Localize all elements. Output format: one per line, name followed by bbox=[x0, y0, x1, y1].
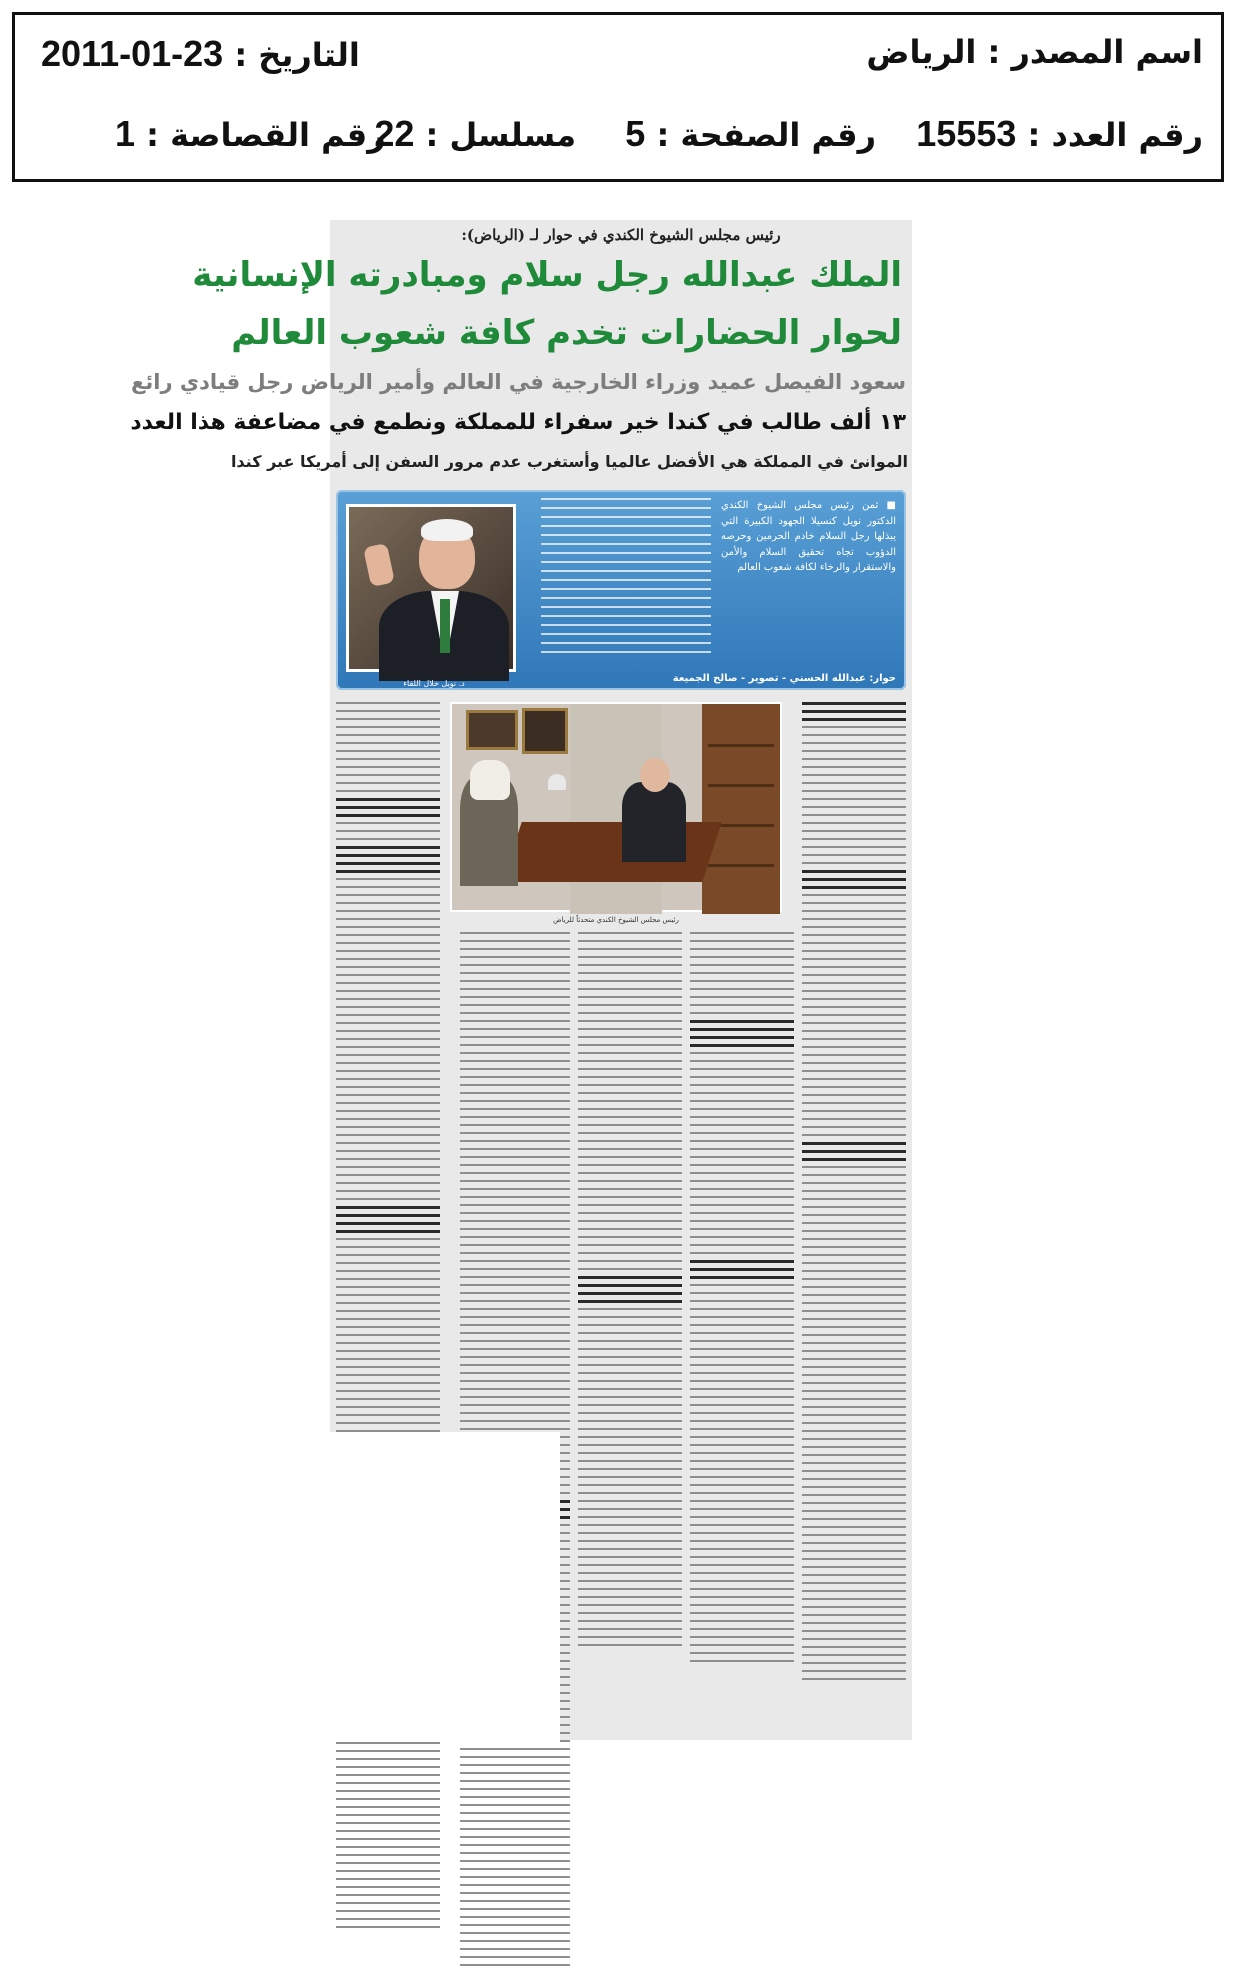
headline-line-2: لحوار الحضارات تخدم كافة شعوب العالم bbox=[231, 313, 902, 353]
portrait-photo bbox=[346, 504, 516, 672]
serial-label: مسلسل : bbox=[425, 116, 576, 154]
date-value: 23-01-2011 bbox=[41, 33, 224, 74]
subheadline-black: ١٣ ألف طالب في كندا خير سفراء للمملكة ونطمع في مضاعفة هذا العدد bbox=[130, 410, 906, 435]
source-label: اسم المصدر : bbox=[987, 33, 1203, 71]
clipping-cutout-area bbox=[330, 1432, 560, 1742]
clipping-info-box bbox=[12, 12, 1224, 182]
portrait-caption: د. نويل خلال اللقاء bbox=[403, 679, 465, 688]
clip-number-value: 1 bbox=[115, 113, 136, 154]
date-label: التاريخ : bbox=[234, 36, 360, 74]
interview-photo bbox=[450, 702, 782, 912]
interview-intro-box bbox=[336, 490, 906, 690]
date-field bbox=[41, 33, 360, 75]
article-column-1 bbox=[802, 702, 906, 1686]
subheadline-ports: الموانئ في المملكة هي الأفضل عالميا وأستغرب عدم مرور السفن إلى أمريكا عبر كندا bbox=[230, 452, 908, 471]
interview-photo-caption: رئيس مجلس الشيوخ الكندي متحدثاً للرياض bbox=[553, 916, 679, 924]
article-column-2 bbox=[690, 932, 794, 1668]
source-field bbox=[866, 33, 1203, 71]
article-kicker: رئيس مجلس الشيوخ الكندي في حوار لـ (الرياض): bbox=[461, 226, 781, 244]
headline-line-1: الملك عبدالله رجل سلام ومبادرته الإنسانية bbox=[192, 255, 902, 295]
article-column-5 bbox=[336, 702, 440, 1934]
serial-field bbox=[374, 113, 576, 155]
issue-label: رقم العدد : bbox=[1027, 116, 1203, 154]
issue-field bbox=[916, 113, 1203, 155]
page-label: رقم الصفحة : bbox=[656, 116, 876, 154]
intro-text-column bbox=[541, 498, 711, 660]
page-value: 5 bbox=[625, 113, 646, 154]
source-value: الرياض bbox=[866, 33, 977, 71]
interview-credits: حوار: عبدالله الحسني - تصوير - صالح الجميعة bbox=[672, 673, 896, 684]
clip-number-label: رقم القصاصة : bbox=[146, 116, 386, 154]
clip-number-field bbox=[115, 113, 386, 155]
page-field bbox=[625, 113, 876, 155]
serial-value: 22 bbox=[374, 113, 415, 154]
subheadline-gray: سعود الفيصل عميد وزراء الخارجية في العالم وأمير الرياض رجل قيادي رائع bbox=[131, 370, 906, 394]
issue-value: 15553 bbox=[916, 113, 1017, 154]
article-column-3 bbox=[578, 932, 682, 1652]
interview-intro-text: ■ ثمن رئيس مجلس الشيوخ الكندي الدكتور نويل كنسيلا الجهود الكبيرة التي يبذلها رجل السلام خادم الحرمين وحرصه الدؤوب تجاه تحقيق السلام والأمن والاستقرار والرخاء لكافة شعوب العالم bbox=[721, 500, 896, 573]
